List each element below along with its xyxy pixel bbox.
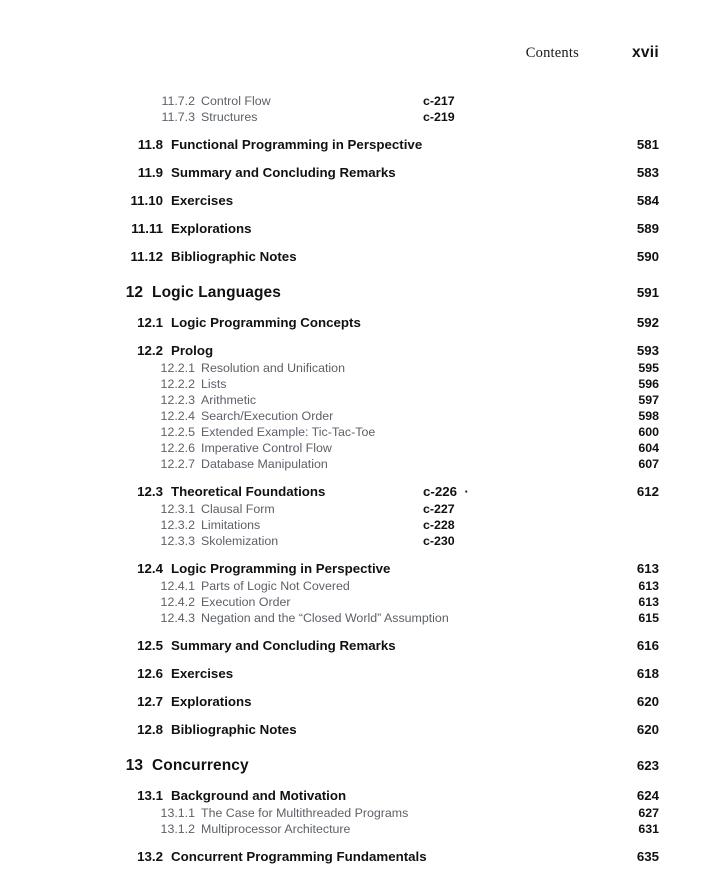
toc-entry-title: Limitations (201, 518, 261, 532)
toc-entry-title: Arithmetic (201, 393, 257, 407)
toc-entry-number: 12.3.2 (160, 518, 195, 532)
toc-entry-section[interactable] (0, 165, 659, 180)
toc-entry-title: Resolution and Unification (201, 361, 345, 375)
toc-entry-title: Explorations (171, 221, 252, 236)
toc-entry-number: 12.1 (137, 315, 163, 330)
toc-entry-title: Logic Programming Concepts (171, 315, 361, 330)
toc-entry-section[interactable] (0, 722, 659, 737)
toc-entry-number: 13.1 (137, 788, 163, 803)
toc-entry-sub[interactable] (0, 377, 659, 391)
toc-entry-title: Concurrent Programming Fundamentals (171, 849, 427, 864)
toc-entry-chapter[interactable] (0, 757, 659, 775)
toc-entry-page-number: 596 (638, 377, 659, 391)
toc-entry-title: Negation and the “Closed World” Assumption (201, 611, 449, 625)
toc-entry-section[interactable] (0, 343, 659, 358)
toc-entry-number: 11.11 (131, 221, 163, 236)
toc-entry-sub[interactable] (0, 441, 659, 455)
toc-entry-title: Structures (201, 110, 258, 124)
toc-entry-page-number: 584 (636, 193, 659, 208)
toc-entry-page-number: 607 (638, 457, 659, 471)
toc-entry-title: Theoretical Foundations (171, 484, 326, 499)
toc-entry-number: 12.2 (137, 343, 163, 358)
toc-entry-supplement-reference: c-217 (423, 94, 455, 108)
toc-entry-page-number: 635 (636, 849, 659, 864)
toc-entry-supplement-reference: c-227 (423, 502, 455, 516)
toc-entry-sub[interactable] (0, 502, 659, 516)
toc-entry-number: 12.2.1 (160, 361, 195, 375)
toc-entry-number: 12.2.6 (160, 441, 195, 455)
toc-entry-sub[interactable] (0, 534, 659, 548)
toc-entry-sub[interactable] (0, 518, 659, 532)
toc-entry-sub[interactable] (0, 94, 659, 108)
toc-entry-page-number: 615 (638, 611, 659, 625)
toc-entry-title: Background and Motivation (171, 788, 347, 803)
toc-entry-title: Skolemization (201, 534, 279, 548)
toc-entry-section[interactable] (0, 561, 659, 576)
toc-entry-number: 12.7 (137, 694, 163, 709)
running-head-label: Contents (525, 45, 579, 61)
toc-entry-page-number: 631 (638, 822, 659, 836)
toc-entry-page-number: 620 (636, 722, 659, 737)
toc-entry-page-number: 597 (638, 393, 659, 407)
toc-entry-sub[interactable] (0, 361, 659, 375)
toc-entry-sub[interactable] (0, 611, 659, 625)
toc-entry-sub[interactable] (0, 425, 659, 439)
toc-entry-page-number: 591 (636, 285, 659, 300)
toc-entry-supplement-reference: c-228 (423, 518, 455, 532)
toc-entry-title: Bibliographic Notes (171, 722, 297, 737)
toc-entry-page-number: 581 (636, 137, 659, 152)
toc-entry-number: 12.4.3 (160, 611, 195, 625)
running-head-folio: xvii (631, 44, 659, 61)
toc-entry-page-number: 612 (636, 484, 659, 499)
toc-entry-number: 12.4.1 (160, 579, 195, 593)
toc-entry-section[interactable] (0, 249, 659, 264)
toc-entry-section[interactable] (0, 849, 659, 864)
toc-entry-title: Lists (201, 377, 227, 391)
toc-entry-number: 11.7.2 (161, 94, 195, 108)
toc-entry-title: Exercises (171, 193, 234, 208)
toc-entry-number: 12.3.1 (160, 502, 195, 516)
toc-entry-page-number: 583 (636, 165, 659, 180)
toc-entry-title: Concurrency (152, 757, 249, 774)
table-of-contents (0, 94, 659, 864)
toc-entry-number: 11.12 (130, 249, 163, 264)
toc-entry-sub[interactable] (0, 806, 659, 820)
toc-entry-number: 12.2.2 (160, 377, 195, 391)
toc-entry-title: Logic Languages (152, 284, 281, 301)
toc-entry-sub[interactable] (0, 579, 659, 593)
toc-entry-section[interactable] (0, 788, 659, 803)
toc-entry-title: Functional Programming in Perspective (171, 137, 423, 152)
toc-entry-page-number: 604 (638, 441, 659, 455)
toc-entry-number: 12.3 (137, 484, 163, 499)
running-head (0, 44, 659, 62)
toc-entry-supplement-reference: c-230 (423, 534, 455, 548)
toc-entry-section[interactable] (0, 484, 659, 499)
toc-entry-supplement-reference: c-219 (423, 110, 455, 124)
toc-entry-page-number: 618 (636, 666, 659, 681)
toc-entry-page-number: 592 (636, 315, 659, 330)
toc-entry-number: 11.9 (137, 165, 163, 180)
toc-entry-number: 12.5 (137, 638, 163, 653)
toc-entry-number: 12.4.2 (160, 595, 195, 609)
toc-entry-sub[interactable] (0, 393, 659, 407)
toc-entry-sub[interactable] (0, 457, 659, 471)
toc-entry-number: 12.2.4 (160, 409, 195, 423)
toc-entry-number: 11.8 (137, 137, 163, 152)
toc-entry-number: 12.4 (137, 561, 163, 576)
toc-entry-number: 12 (125, 284, 143, 301)
toc-entry-sub[interactable] (0, 595, 659, 609)
toc-entry-number: 12.3.3 (160, 534, 195, 548)
toc-entry-page-number: 620 (636, 694, 659, 709)
toc-entry-number: 12.8 (137, 722, 163, 737)
toc-entry-number: 12.2.3 (160, 393, 195, 407)
toc-entry-title: Imperative Control Flow (201, 441, 332, 455)
toc-entry-section[interactable] (0, 193, 659, 208)
toc-entry-title: Search/Execution Order (201, 409, 334, 423)
toc-entry-title: The Case for Multithreaded Programs (201, 806, 409, 820)
toc-entry-page-number: 595 (638, 361, 659, 375)
toc-entry-title: Control Flow (201, 94, 271, 108)
toc-entry-number: 13.1.1 (160, 806, 195, 820)
toc-entry-number: 11.10 (130, 193, 163, 208)
toc-entry-chapter[interactable] (0, 284, 659, 302)
toc-entry-section[interactable] (0, 666, 659, 681)
toc-entry-title: Summary and Concluding Remarks (171, 638, 396, 653)
toc-entry-number: 13 (125, 757, 143, 774)
toc-entry-title: Bibliographic Notes (171, 249, 297, 264)
toc-entry-number: 13.2 (137, 849, 163, 864)
toc-entry-number: 12.2.5 (160, 425, 195, 439)
toc-entry-title: Extended Example: Tic-Tac-Toe (201, 425, 376, 439)
toc-entry-title: Explorations (171, 694, 252, 709)
toc-entry-page-number: 613 (638, 579, 659, 593)
toc-entry-page-number: 590 (636, 249, 659, 264)
toc-entry-sub[interactable] (0, 822, 659, 836)
toc-entry-section[interactable] (0, 694, 659, 709)
toc-entry-page-number: 624 (636, 788, 659, 803)
toc-entry-title: Multiprocessor Architecture (201, 822, 351, 836)
toc-entry-page-number: 613 (636, 561, 659, 576)
toc-entry-number: 12.6 (137, 666, 163, 681)
toc-entry-sub[interactable] (0, 409, 659, 423)
toc-entry-section[interactable] (0, 315, 659, 330)
toc-entry-page-number: 616 (636, 638, 659, 653)
toc-entry-page-number: 598 (638, 409, 659, 423)
toc-entry-section[interactable] (0, 221, 659, 236)
toc-entry-page-number: 627 (638, 806, 659, 820)
toc-entry-number: 11.7.3 (161, 110, 195, 124)
toc-entry-title: Database Manipulation (201, 457, 328, 471)
toc-entry-title: Summary and Concluding Remarks (171, 165, 396, 180)
toc-entry-title: Exercises (171, 666, 234, 681)
toc-entry-page-number: 600 (638, 425, 659, 439)
toc-entry-title: Clausal Form (201, 502, 275, 516)
toc-entry-page-number: 593 (636, 343, 659, 358)
toc-entry-number: 12.2.7 (160, 457, 195, 471)
toc-entry-page-number: 589 (636, 221, 659, 236)
toc-entry-title: Execution Order (201, 595, 291, 609)
toc-entry-supplement-reference: c-226 · (423, 484, 469, 499)
toc-entry-page-number: 623 (636, 758, 659, 773)
toc-entry-number: 13.1.2 (160, 822, 195, 836)
toc-entry-title: Prolog (171, 343, 214, 358)
toc-entry-sub[interactable] (0, 110, 659, 124)
toc-entry-section[interactable] (0, 638, 659, 653)
toc-entry-section[interactable] (0, 137, 659, 152)
toc-entry-title: Logic Programming in Perspective (171, 561, 391, 576)
toc-entry-page-number: 613 (638, 595, 659, 609)
toc-entry-title: Parts of Logic Not Covered (201, 579, 350, 593)
